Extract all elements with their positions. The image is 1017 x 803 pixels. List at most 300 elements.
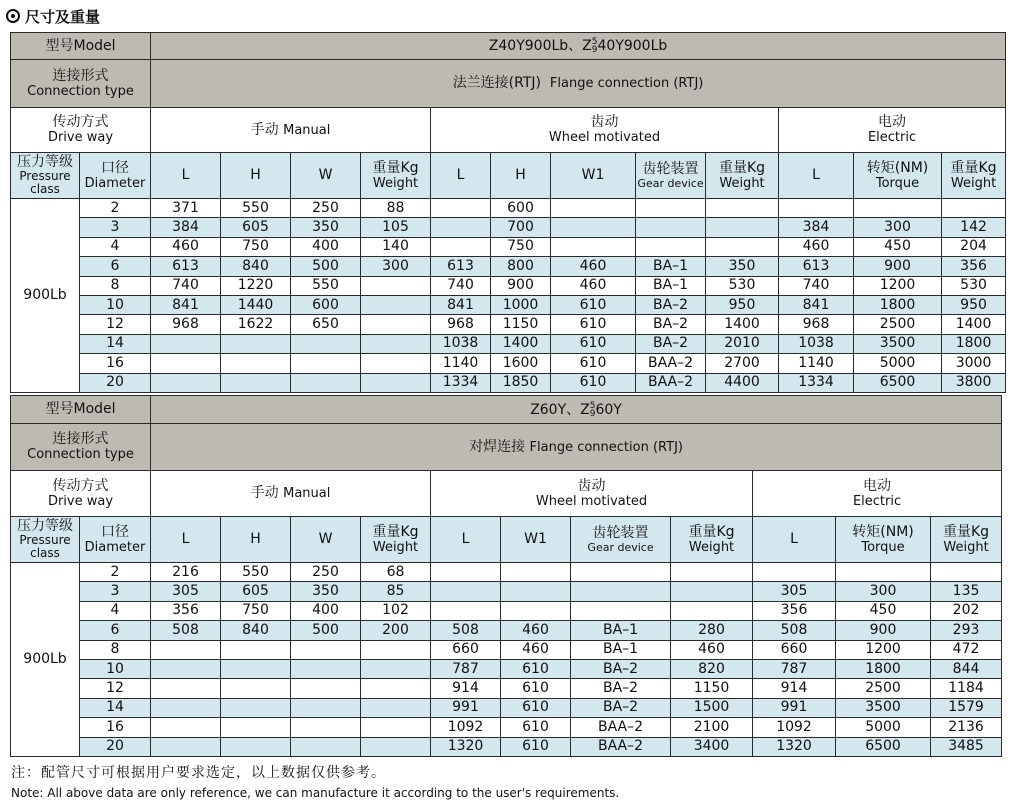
table-cell: 1150: [671, 679, 753, 698]
table-row: [11, 640, 1002, 659]
table-row: [11, 659, 1002, 678]
table-cell: 1400: [706, 315, 779, 334]
diameter-header: 口径 Diameter: [80, 517, 151, 563]
table-cell: 610: [551, 315, 636, 334]
table-cell: 280: [671, 621, 753, 640]
table-cell: 460: [671, 640, 753, 659]
table-cell: 613: [431, 257, 491, 276]
table-row: [11, 295, 1006, 314]
model-row: [11, 33, 1006, 60]
table-cell: 305: [151, 582, 221, 601]
table-cell: [571, 582, 671, 601]
table-cell: BAA–2: [571, 718, 671, 737]
connection-label: 连接形式 Connection type: [11, 60, 151, 108]
wheel-header: 齿动 Wheel motivated: [431, 108, 779, 153]
table-row: [11, 199, 1006, 218]
table-cell: 350: [706, 257, 779, 276]
table-cell: 3800: [942, 373, 1006, 392]
diameter-cell: 8: [80, 276, 151, 295]
diameter-cell: 4: [80, 237, 151, 256]
table-cell: 700: [491, 218, 551, 237]
electric-weight-header: 重量Kg Weight: [942, 153, 1006, 199]
drive-row: [11, 108, 1006, 153]
table-cell: 6500: [836, 737, 931, 756]
table-cell: [361, 737, 431, 756]
table-cell: [361, 315, 431, 334]
wheel-L-header: L: [431, 153, 491, 199]
table-cell: 1038: [779, 334, 854, 353]
table-cell: [361, 373, 431, 392]
table-cell: [431, 199, 491, 218]
table-cell: [779, 199, 854, 218]
diameter-cell: 2: [80, 199, 151, 218]
table-cell: 1200: [854, 276, 942, 295]
table-cell: 605: [221, 582, 291, 601]
table-1-body: [11, 199, 1006, 393]
table-cell: [151, 737, 221, 756]
table-cell: 991: [431, 698, 501, 717]
table-cell: 968: [431, 315, 491, 334]
electric-L-header: L: [779, 153, 854, 199]
table-cell: 1600: [491, 354, 551, 373]
table-row: [11, 718, 1002, 737]
table-cell: [221, 354, 291, 373]
table-cell: [671, 563, 753, 582]
pressure-class-header: 压力等级 Pressure class: [11, 153, 80, 199]
drive-label: 传动方式 Drive way: [11, 108, 151, 153]
table-cell: 305: [753, 582, 836, 601]
table-cell: BA–2: [571, 679, 671, 698]
table-cell: 1622: [221, 315, 291, 334]
table-cell: 140: [361, 237, 431, 256]
table-cell: 950: [706, 295, 779, 314]
table-cell: 3400: [671, 737, 753, 756]
table-row: [11, 218, 1006, 237]
table-cell: 1440: [221, 295, 291, 314]
table-cell: 3000: [942, 354, 1006, 373]
table-cell: 384: [151, 218, 221, 237]
dimension-table-2: [10, 395, 1002, 757]
table-cell: 740: [779, 276, 854, 295]
table-cell: 787: [431, 659, 501, 678]
electric-torque-header: 转矩(NM) Torque: [854, 153, 942, 199]
manual-weight-header: 重量Kg Weight: [361, 153, 431, 199]
table-row: [11, 276, 1006, 295]
table-cell: 610: [501, 737, 571, 756]
table-cell: [291, 659, 361, 678]
dimension-table-1: [10, 32, 1006, 393]
model-value: Z60Y、Z5 960Y: [151, 396, 1002, 424]
table-cell: 102: [361, 601, 431, 620]
table-cell: [571, 601, 671, 620]
table-cell: 356: [753, 601, 836, 620]
table-cell: [636, 237, 706, 256]
manual-L-header: L: [151, 517, 221, 563]
table-cell: [151, 373, 221, 392]
diameter-cell: 3: [80, 582, 151, 601]
table-row: [11, 601, 1002, 620]
table-cell: 2500: [854, 315, 942, 334]
table-cell: 530: [942, 276, 1006, 295]
connection-value: 对焊连接 Flange connection (RTJ): [151, 424, 1002, 471]
table-cell: 508: [753, 621, 836, 640]
table-cell: 3500: [854, 334, 942, 353]
table-cell: [221, 718, 291, 737]
table-cell: 600: [291, 295, 361, 314]
footnote-en: Note: All above data are only reference, we can manufacture it according to the user's requirements.: [11, 786, 620, 800]
connection-row: [11, 424, 1002, 471]
table-cell: [706, 218, 779, 237]
table-cell: [636, 199, 706, 218]
table-cell: 450: [836, 601, 931, 620]
table-cell: 841: [151, 295, 221, 314]
table-cell: 460: [779, 237, 854, 256]
table-cell: BA–1: [636, 257, 706, 276]
table-cell: 1140: [779, 354, 854, 373]
diameter-cell: 8: [80, 640, 151, 659]
table-cell: [221, 737, 291, 756]
table-cell: 610: [551, 334, 636, 353]
diameter-cell: 14: [80, 698, 151, 717]
table-cell: 1320: [753, 737, 836, 756]
table-cell: [291, 640, 361, 659]
drive-row: [11, 471, 1002, 517]
table-cell: 610: [551, 295, 636, 314]
table-row: [11, 373, 1006, 392]
wheel-gear-header: 齿轮装置 Gear device: [571, 517, 671, 563]
wheel-gear-header: 齿轮装置 Gear device: [636, 153, 706, 199]
table-cell: 841: [431, 295, 491, 314]
table-cell: 968: [779, 315, 854, 334]
section-header: [6, 5, 100, 27]
table-cell: 1092: [753, 718, 836, 737]
table-cell: 610: [501, 718, 571, 737]
table-cell: [361, 354, 431, 373]
diameter-cell: 10: [80, 295, 151, 314]
table-cell: BA–1: [636, 276, 706, 295]
table-cell: 650: [291, 315, 361, 334]
pressure-class-header: 压力等级 Pressure class: [11, 517, 80, 563]
table-cell: 1400: [491, 334, 551, 353]
table-cell: 610: [501, 659, 571, 678]
table-cell: 500: [291, 257, 361, 276]
table-cell: 787: [753, 659, 836, 678]
table-cell: [361, 659, 431, 678]
table-cell: [501, 563, 571, 582]
table-cell: [431, 582, 501, 601]
table-cell: 2500: [836, 679, 931, 698]
table-cell: [291, 373, 361, 392]
table-cell: 4400: [706, 373, 779, 392]
table-cell: 800: [491, 257, 551, 276]
table-cell: [151, 718, 221, 737]
table-cell: [671, 582, 753, 601]
manual-W-header: W: [291, 517, 361, 563]
table-cell: [931, 563, 1002, 582]
table-cell: BA–2: [636, 315, 706, 334]
table-cell: 508: [151, 621, 221, 640]
table-cell: 250: [291, 563, 361, 582]
table-cell: [753, 563, 836, 582]
table-cell: 1800: [854, 295, 942, 314]
table-cell: [221, 659, 291, 678]
table-cell: 1320: [431, 737, 501, 756]
table-cell: [431, 563, 501, 582]
table-cell: 610: [551, 373, 636, 392]
table-cell: 204: [942, 237, 1006, 256]
table-cell: 660: [431, 640, 501, 659]
manual-header: 手动 Manual: [151, 471, 431, 517]
wheel-weight-header: 重量Kg Weight: [706, 153, 779, 199]
diameter-cell: 12: [80, 679, 151, 698]
table-cell: 3485: [931, 737, 1002, 756]
table-cell: 460: [501, 621, 571, 640]
table-cell: [151, 334, 221, 353]
column-header-row: [11, 517, 1002, 563]
table-cell: 1800: [942, 334, 1006, 353]
table-cell: [361, 334, 431, 353]
table-cell: [151, 354, 221, 373]
table-cell: 2700: [706, 354, 779, 373]
table-cell: 550: [221, 199, 291, 218]
table-cell: [706, 199, 779, 218]
table-row: [11, 237, 1006, 256]
table-cell: 600: [491, 199, 551, 218]
manual-H-header: H: [221, 153, 291, 199]
table-cell: 250: [291, 199, 361, 218]
table-row: [11, 698, 1002, 717]
table-cell: 1850: [491, 373, 551, 392]
manual-L-header: L: [151, 153, 221, 199]
table-cell: 950: [942, 295, 1006, 314]
table-cell: [291, 679, 361, 698]
manual-W-header: W: [291, 153, 361, 199]
table-cell: 5000: [854, 354, 942, 373]
table-cell: BA–2: [571, 659, 671, 678]
table-cell: 1200: [836, 640, 931, 659]
table-cell: [551, 218, 636, 237]
table-cell: 840: [221, 257, 291, 276]
table-cell: 550: [221, 563, 291, 582]
model-row: [11, 396, 1002, 424]
table-cell: 3500: [836, 698, 931, 717]
table-cell: [151, 698, 221, 717]
table-cell: 371: [151, 199, 221, 218]
table-cell: 460: [551, 276, 636, 295]
table-cell: 460: [551, 257, 636, 276]
table-row: [11, 315, 1006, 334]
table-cell: [361, 718, 431, 737]
table-cell: 1092: [431, 718, 501, 737]
table-cell: 613: [151, 257, 221, 276]
table-2-body: [11, 563, 1002, 757]
table-row: [11, 737, 1002, 756]
table-cell: [571, 563, 671, 582]
table-cell: 450: [854, 237, 942, 256]
table-cell: 820: [671, 659, 753, 678]
table-cell: BAA–2: [636, 373, 706, 392]
footnote-cn: 注：配管尺寸可根据用户要求选定，以上数据仅供参考。: [11, 765, 386, 781]
table-cell: BA–1: [571, 621, 671, 640]
wheel-W1-header: W1: [551, 153, 636, 199]
table-cell: 293: [931, 621, 1002, 640]
table-cell: 1038: [431, 334, 491, 353]
table-cell: [942, 199, 1006, 218]
table-cell: [291, 334, 361, 353]
table-cell: 900: [854, 257, 942, 276]
table-cell: [291, 737, 361, 756]
table-cell: [361, 276, 431, 295]
table-cell: 135: [931, 582, 1002, 601]
table-cell: 844: [931, 659, 1002, 678]
table-cell: 1150: [491, 315, 551, 334]
wheel-H-header: H: [491, 153, 551, 199]
table-cell: 550: [291, 276, 361, 295]
model-value: Z40Y900Lb、Z5 940Y900Lb: [151, 33, 1006, 60]
table-cell: 740: [151, 276, 221, 295]
table-cell: [431, 237, 491, 256]
table-cell: 472: [931, 640, 1002, 659]
table-row: [11, 354, 1006, 373]
table-row: [11, 679, 1002, 698]
table-cell: 610: [501, 698, 571, 717]
table-cell: 1500: [671, 698, 753, 717]
electric-torque-header: 转矩(NM) Torque: [836, 517, 931, 563]
table-cell: 356: [942, 257, 1006, 276]
manual-H-header: H: [221, 517, 291, 563]
diameter-cell: 3: [80, 218, 151, 237]
table-cell: [291, 354, 361, 373]
table-row: [11, 257, 1006, 276]
table-cell: 1400: [942, 315, 1006, 334]
table-cell: 508: [431, 621, 501, 640]
table-cell: [431, 601, 501, 620]
table-cell: [221, 679, 291, 698]
table-cell: 142: [942, 218, 1006, 237]
table-cell: BA–2: [636, 295, 706, 314]
table-cell: 202: [931, 601, 1002, 620]
diameter-cell: 20: [80, 737, 151, 756]
table-cell: 1220: [221, 276, 291, 295]
table-cell: 1000: [491, 295, 551, 314]
manual-weight-header: 重量Kg Weight: [361, 517, 431, 563]
table-cell: [291, 718, 361, 737]
table-cell: [636, 218, 706, 237]
wheel-W1-header: W1: [501, 517, 571, 563]
table-cell: 968: [151, 315, 221, 334]
table-cell: 6500: [854, 373, 942, 392]
table-cell: 613: [779, 257, 854, 276]
pressure-class-cell: 900Lb: [11, 199, 80, 393]
table-cell: 900: [491, 276, 551, 295]
table-cell: 356: [151, 601, 221, 620]
table-cell: 530: [706, 276, 779, 295]
target-bullet-icon: [6, 9, 20, 23]
electric-header: 电动 Electric: [779, 108, 1006, 153]
manual-header: 手动 Manual: [151, 108, 431, 153]
connection-row: [11, 60, 1006, 108]
table-cell: BAA–2: [636, 354, 706, 373]
table-cell: 750: [221, 237, 291, 256]
table-cell: BAA–2: [571, 737, 671, 756]
table-cell: [221, 334, 291, 353]
table-cell: [361, 640, 431, 659]
table-cell: 2136: [931, 718, 1002, 737]
table-cell: 460: [501, 640, 571, 659]
table-cell: 2100: [671, 718, 753, 737]
table-cell: 840: [221, 621, 291, 640]
table-cell: 900: [836, 621, 931, 640]
table-cell: 200: [361, 621, 431, 640]
table-cell: 1140: [431, 354, 491, 373]
table-cell: 1579: [931, 698, 1002, 717]
table-cell: 740: [431, 276, 491, 295]
diameter-cell: 4: [80, 601, 151, 620]
table-cell: 1800: [836, 659, 931, 678]
diameter-cell: 6: [80, 621, 151, 640]
diameter-cell: 16: [80, 354, 151, 373]
table-cell: 750: [221, 601, 291, 620]
table-cell: 300: [361, 257, 431, 276]
diameter-cell: 20: [80, 373, 151, 392]
table-cell: 750: [491, 237, 551, 256]
table-cell: 610: [501, 679, 571, 698]
diameter-cell: 6: [80, 257, 151, 276]
table-row: [11, 582, 1002, 601]
table-cell: 1334: [779, 373, 854, 392]
connection-label: 连接形式 Connection type: [11, 424, 151, 471]
table-row: [11, 621, 1002, 640]
table-cell: 400: [291, 237, 361, 256]
table-cell: 400: [291, 601, 361, 620]
diameter-header: 口径 Diameter: [80, 153, 151, 199]
table-row: [11, 334, 1006, 353]
table-row: [11, 563, 1002, 582]
table-cell: [671, 601, 753, 620]
table-cell: 88: [361, 199, 431, 218]
table-cell: 350: [291, 218, 361, 237]
diameter-cell: 12: [80, 315, 151, 334]
table-cell: [854, 199, 942, 218]
section-title: 尺寸及重量: [25, 7, 101, 26]
table-cell: 2010: [706, 334, 779, 353]
table-cell: 841: [779, 295, 854, 314]
table-cell: 460: [151, 237, 221, 256]
model-label: 型号Model: [11, 396, 151, 424]
table-cell: 384: [779, 218, 854, 237]
table-cell: [151, 659, 221, 678]
table-cell: 605: [221, 218, 291, 237]
table-cell: 350: [291, 582, 361, 601]
table-cell: 300: [854, 218, 942, 237]
wheel-L-header: L: [431, 517, 501, 563]
table-cell: 1184: [931, 679, 1002, 698]
table-cell: 5000: [836, 718, 931, 737]
table-cell: [361, 295, 431, 314]
table-cell: [706, 237, 779, 256]
column-header-row: [11, 153, 1006, 199]
table-cell: [431, 218, 491, 237]
wheel-header: 齿动 Wheel motivated: [431, 471, 753, 517]
table-cell: [501, 601, 571, 620]
table-cell: 1334: [431, 373, 491, 392]
electric-header: 电动 Electric: [753, 471, 1002, 517]
model-label: 型号Model: [11, 33, 151, 60]
table-cell: BA–2: [571, 698, 671, 717]
connection-value: 法兰连接(RTJ) Flange connection (RTJ): [151, 60, 1006, 108]
table-cell: [151, 679, 221, 698]
table-cell: 610: [551, 354, 636, 373]
